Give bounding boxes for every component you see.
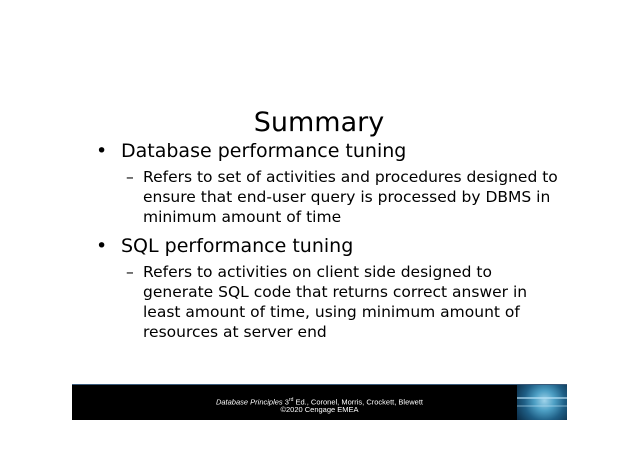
sub-bullet-item bbox=[90, 167, 560, 227]
sub-bullet-item bbox=[90, 262, 560, 342]
book-title: Database Principles bbox=[215, 397, 283, 407]
sub-bullet-text: Refers to activities on client side designed to generate SQL code that returns correct answer in least amount of time, using minimum amount of resources at server end bbox=[143, 263, 528, 341]
bullet-item bbox=[90, 235, 560, 258]
bullet-dot-icon: • bbox=[96, 235, 108, 257]
edition-number: 3 bbox=[284, 397, 289, 407]
bullet-item bbox=[90, 140, 560, 163]
footer-bar bbox=[72, 384, 567, 420]
footer-copyright: ©2020 Cengage EMEA bbox=[280, 405, 359, 414]
dash-icon: – bbox=[126, 263, 134, 281]
sub-bullet-text: Refers to set of activities and procedures designed to ensure that end-user query is processed by DBMS in minimum amount of time bbox=[143, 168, 558, 226]
footer-decorative-image bbox=[517, 385, 567, 420]
authors: Ed., Coronel, Morris, Crockett, Blewett bbox=[293, 397, 424, 407]
edition-suffix: rd bbox=[288, 397, 294, 403]
slide-title: Summary bbox=[253, 107, 385, 138]
bullet-list bbox=[90, 140, 560, 342]
bullet-dot-icon: • bbox=[96, 140, 108, 162]
bullet-text: SQL performance tuning bbox=[121, 235, 354, 257]
bullet-text: Database performance tuning bbox=[121, 140, 407, 162]
dash-icon: – bbox=[126, 168, 134, 186]
